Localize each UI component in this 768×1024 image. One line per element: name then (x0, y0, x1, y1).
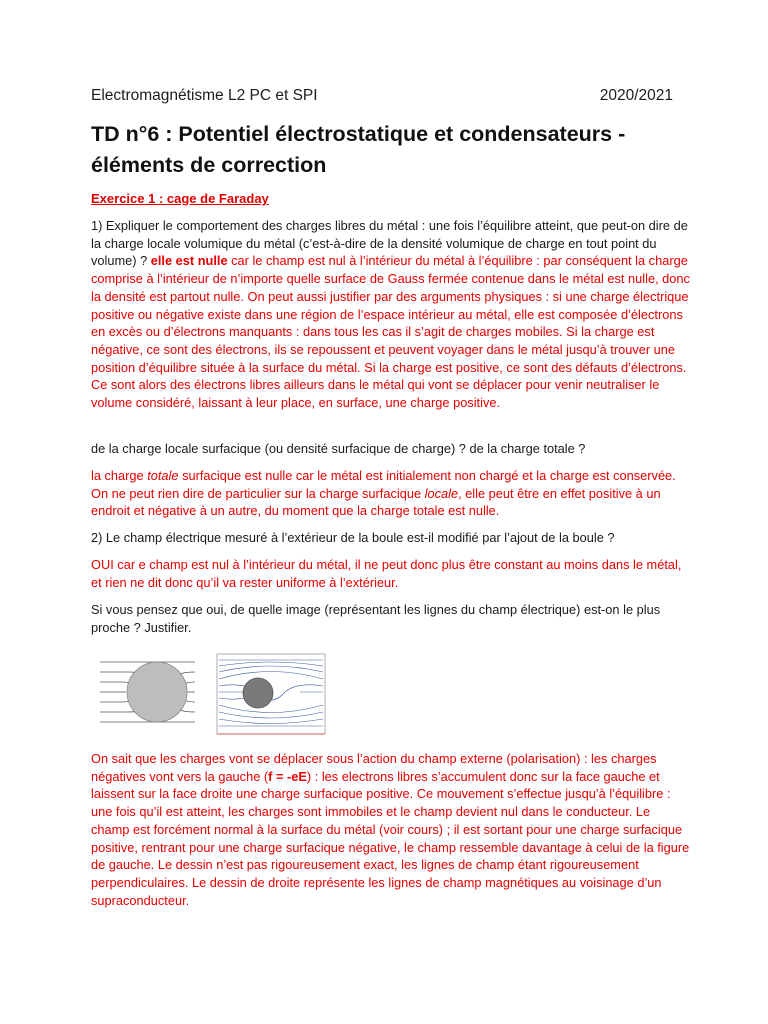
answer-1b-post: , elle peut être en effet positive à un endroit et négative à un autre, du moment que la charge totale est nulle. (91, 485, 661, 519)
answer-1b-italic-locale: locale (424, 485, 459, 501)
academic-year: 2020/2021 (599, 87, 673, 104)
answer-3-post: ) : les electrons libres s’accumulent donc sur la face gauche et laissent sur la face droite une charge surfacique positive. Ce mouvement s’effectue jusqu’à l’équilibre : une fois qu’il est atteint, les charges sont immobiles et le champ devient nul dans le conducteur. Le champ est forcément normal à la surface du métal (voir cours) ; il est sortant pour une charge surfacique positive, rentrant pour une charge surfacique négative, le champ ressemble davantage à celui de la figure de gauche. Le dessin n’est pas rigoureusement exact, les lignes de champ étant rigoureusement perpendiculaires. Le dessin de droite représente les lignes de champ magnétiques au voisinage d’un supraconducteur. (91, 768, 690, 908)
question-1-paragraph (91, 217, 691, 412)
figures-svg (95, 652, 335, 737)
question-2-text: 2) Le champ électrique mesuré à l’extérieur de la boule est-il modifié par l’ajout de la boule ? (91, 530, 615, 545)
answer-1-emphasis: elle est nulle (150, 253, 228, 269)
question-1-text: 1) Expliquer le comportement des charges libres du métal : une fois l’équilibre atteint, que peut-on dire de la charge locale volumique du métal (c’est-à-dire de la densité volumique de charge en tout point du volume) ? (91, 218, 688, 269)
answer-3-paragraph (91, 750, 691, 909)
answer-1b-pre: la charge (91, 468, 148, 483)
exercise-heading: Exercice 1 : cage de Faraday (91, 191, 269, 206)
superconductor-sphere (243, 678, 273, 708)
conductor-sphere (127, 662, 187, 722)
course-name: Electromagnétisme L2 PC et SPI (91, 87, 318, 104)
answer-1b-italic-totale: totale (147, 468, 179, 483)
question-3-text: Si vous pensez que oui, de quelle image (représentant les lignes du champ électrique) est-on le plus proche ? Justifier. (91, 602, 661, 635)
answer-1b-paragraph (91, 467, 691, 520)
question-1b-text: de la charge locale surfacique (ou densité surfacique de charge) ? de la charge totale ? (91, 441, 586, 456)
answer-3-formula: f = -eE (268, 768, 307, 784)
answer-1-text: car le champ est nul à l’intérieur du métal à l’équilibre : par conséquent la charge comprise à l’intérieur de n’importe quelle surface de Gauss fermée contenue dans le métal est nulle, donc la densité est partout nulle. On peut aussi justifier par des arguments physiques : si une charge électrique positive ou négative existe dans une région de l’espace intérieur au métal, elle est composée d’électrons en excès ou d’électrons manquants : dans tous les cas il s’agit de charges mobiles. Si la charge est négative, ce sont des électrons, ils se repoussent et peuvent voyager dans le métal jusqu’à trouver une position d’équilibre située à la surface du métal. Si la charge est positive, ce sont des défauts d’électrons. Ce sont alors des électrons libres ailleurs dans le métal qui vont se déplacer pour venir neutraliser le volume considéré, laissant à leur place, en surface, une charge positive. (91, 253, 690, 411)
document-header (91, 87, 673, 105)
answer-3-pre: On sait que les charges vont se déplacer sous l’action du champ externe (polarisation) : les charges négatives vont vers la gauche ( (91, 751, 657, 784)
page-title: TD n°6 : Potentiel électrostatique et condensateurs - éléments de correction (91, 122, 626, 177)
answer-1b-mid: surfacique est nulle car le métal est initialement non chargé et la charge est conservée. On ne peut rien dire de particulier sur la charge surfacique (91, 468, 676, 501)
field-line-figures (95, 652, 335, 737)
answer-2-text: OUI car e champ est nul à l’intérieur du métal, il ne peut donc plus être constant au moins dans le métal, et rien ne dit donc qu’il va rester uniforme à l’extérieur. (91, 557, 682, 590)
